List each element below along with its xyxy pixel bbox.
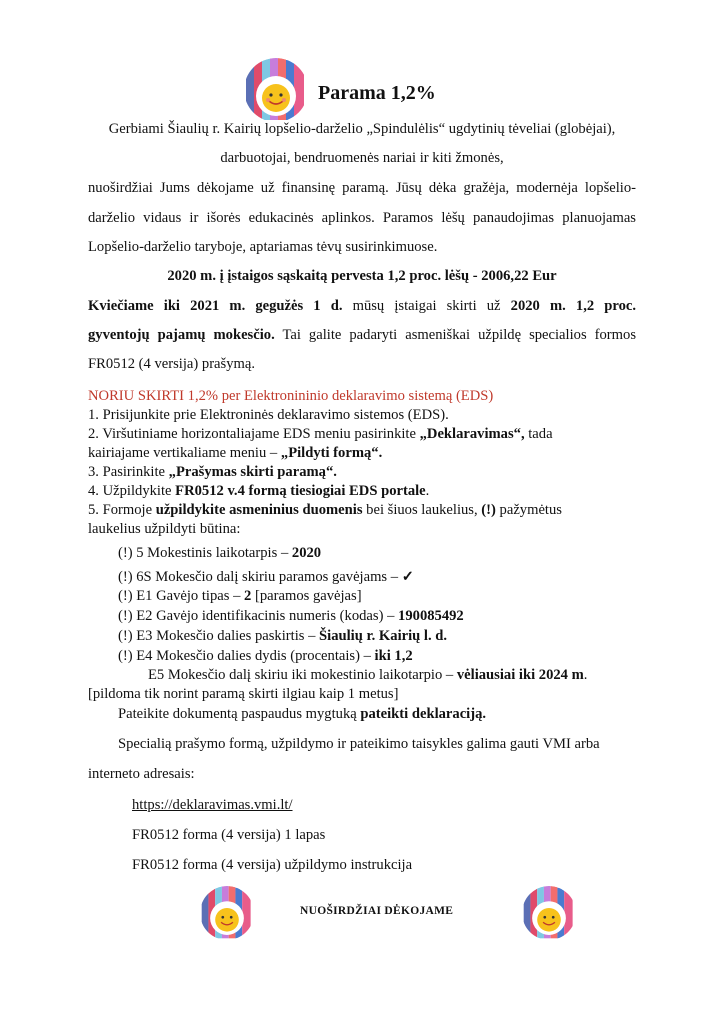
step-4 [88, 483, 429, 500]
submit-instruction [118, 706, 486, 723]
step-2-cont [88, 445, 382, 462]
intro-line-2: darbuotojai, bendruomenės nariai ir kiti žmonės, [220, 150, 504, 166]
field-value: 2 [244, 588, 252, 604]
field-e1 [118, 588, 362, 605]
step-2b-text: kairiajame vertikaliame meniu – [88, 445, 281, 461]
sun-logo-bottom-left [200, 886, 254, 940]
field-label: (!) 5 Mokestinis laikotarpis – [118, 545, 292, 561]
footer-thanks: NUOŠIRDŽIAI DĖKOJAME [300, 905, 454, 917]
step-5-mid: bei šiuos laukelius, [362, 502, 482, 518]
field-note: [paramos gavėjas] [251, 588, 362, 604]
field-e4 [118, 648, 413, 665]
step-2-menu: „Deklaravimas“, [419, 426, 525, 442]
invite-deadline: Kviečiame iki 2021 m. gegužės 1 d. [88, 298, 343, 314]
invite-line-2 [88, 327, 636, 344]
invite-year: 2020 m. 1,2 proc. [510, 298, 637, 314]
invite-text-2: Tai galite padaryti asmeniškai užpildę specialios formos [274, 327, 636, 343]
intro-line-1: Gerbiami Šiaulių r. Kairių lopšelio-darželio „Spindulėlis“ ugdytinių tėveliai (globėjai), [108, 121, 616, 137]
checkmark-icon: ✓ [401, 569, 414, 585]
sun-logo-icon [200, 886, 254, 940]
field-label: (!) E3 Mokesčio dalies paskirtis – [118, 628, 320, 644]
intro-paragraph-line-3: Lopšelio-darželio taryboje, aptariamas tėvų susirinkimuose. [88, 239, 438, 255]
invite-line-3: FR0512 (4 versija) prašymą. [88, 356, 255, 372]
invite-tax: gyventojų pajamų mokesčio. [88, 327, 275, 343]
sun-logo-icon [244, 58, 308, 122]
step-5-mark: (!) [481, 502, 496, 518]
step-3 [88, 464, 337, 481]
step-2-tail: tada [524, 426, 553, 442]
step-2-text: 2. Viršutiniame horizontaliajame EDS meniu pasirinkite [88, 426, 420, 442]
invite-text: mūsų įstaigai skirti už [342, 298, 511, 314]
step-4-text: 4. Užpildykite [88, 483, 176, 499]
submit-button-name: pateikti deklaraciją. [360, 706, 487, 722]
field-label: E5 Mokesčio dalį skiriu iki mokestinio laikotarpio – [148, 667, 457, 683]
page-title: Parama 1,2% [318, 82, 436, 104]
field-label: (!) E4 Mokesčio dalies dydis (procentais) – [118, 648, 375, 664]
step-3-text: 3. Pasirinkite [88, 464, 169, 480]
sun-logo-bottom-right [522, 886, 576, 940]
special-line-2: interneto adresais: [88, 766, 195, 782]
instructions-link[interactable]: FR0512 forma (4 versija) užpildymo instrukcija [132, 857, 413, 873]
step-1: 1. Prisijunkite prie Elektroninės deklaravimo sistemos (EDS). [88, 407, 449, 423]
form-link[interactable]: FR0512 forma (4 versija) 1 lapas [132, 827, 326, 843]
step-5-text: 5. Formoje [88, 502, 156, 518]
field-e5 [148, 667, 587, 684]
invite-line-1 [88, 298, 636, 315]
field-value: iki 1,2 [374, 648, 413, 664]
step-2 [88, 426, 553, 443]
eds-heading: NORIU SKIRTI 1,2% per Elektronininio deklaravimo sistemą (EDS) [88, 388, 494, 404]
intro-paragraph-line-2: darželio vidaus ir išorės edukacinės aplinkos. Paramos lėšų panaudojimas planuojamas [88, 210, 636, 226]
step-5 [88, 502, 562, 519]
special-line-1: Specialią prašymo formą, užpildymo ir pateikimo taisykles galima gauti VMI arba [118, 736, 600, 752]
transfer-amount: 2020 m. į įstaigos sąskaitą pervesta 1,2 proc. lėšų - 2006,22 Eur [167, 268, 557, 284]
field-5-period [118, 545, 321, 562]
field-label: (!) 6S Mokesčio dalį skiriu paramos gavėjams – [118, 569, 402, 585]
sun-logo-icon [522, 886, 576, 940]
field-e2 [118, 608, 464, 625]
field-e3 [118, 628, 447, 645]
step-4-form: FR0512 v.4 formą tiesiogiai EDS portale [175, 483, 426, 499]
step-5-cont: laukelius užpildyti būtina: [88, 521, 241, 537]
field-label: (!) E1 Gavėjo tipas – [118, 588, 245, 604]
submit-text: Pateikite dokumentą paspaudus mygtuką [118, 706, 361, 722]
field-value: 2020 [291, 545, 322, 561]
sun-logo-top [244, 58, 308, 122]
field-e5-note: [pildoma tik norint paramą skirti ilgiau kaip 1 metus] [88, 686, 399, 702]
step-5-end: pažymėtus [495, 502, 562, 518]
step-3-option: „Prašymas skirti paramą“. [168, 464, 337, 480]
field-end: . [583, 667, 588, 683]
field-6s [118, 568, 414, 586]
field-value: vėliausiai iki 2024 m [456, 667, 584, 683]
step-4-end: . [425, 483, 430, 499]
step-2b-menu: „Pildyti formą“. [280, 445, 383, 461]
step-5-bold: užpildykite asmeninius duomenis [155, 502, 363, 518]
field-value: 190085492 [398, 608, 464, 624]
field-value: Šiaulių r. Kairių l. d. [319, 628, 448, 644]
field-label: (!) E2 Gavėjo identifikacinis numeris (kodas) – [118, 608, 399, 624]
eds-link[interactable]: https://deklaravimas.vmi.lt/ [132, 797, 293, 813]
intro-paragraph-line-1: nuoširdžiai Jums dėkojame už finansinę paramą. Jūsų dėka gražėja, modernėja lopšelio- [88, 180, 636, 196]
